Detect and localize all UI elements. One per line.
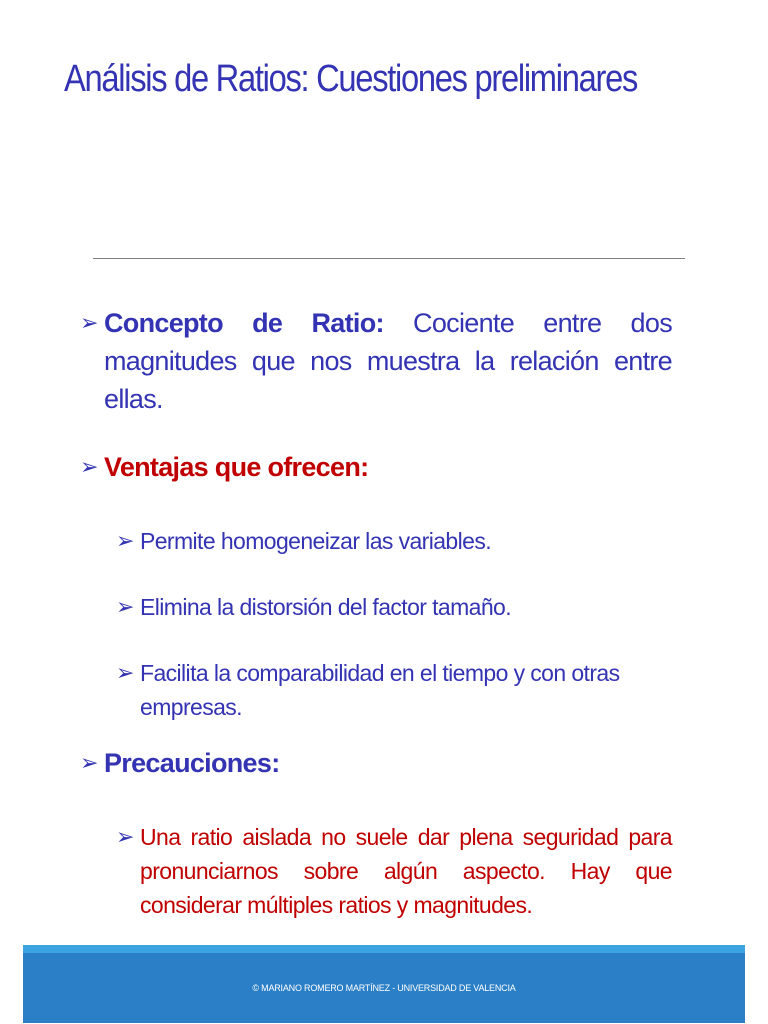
arrow-bullet-icon: ➢ xyxy=(116,594,134,619)
bullet-concepto-text xyxy=(104,304,672,418)
arrow-bullet-icon: ➢ xyxy=(80,454,98,479)
bullet-precauciones-label: Precauciones: xyxy=(104,748,280,778)
bullet-precauciones xyxy=(80,744,672,782)
footer-bar xyxy=(23,945,745,1023)
ventajas-item-text: Facilita la comparabilidad en el tiempo y con otras empresas. xyxy=(140,660,620,720)
ventajas-item-text: Permite homogeneizar las variables. xyxy=(140,528,492,554)
footer-stripe xyxy=(23,945,745,953)
arrow-bullet-icon: ➢ xyxy=(116,660,134,685)
bullet-concepto-body: Cociente entre dos magnitudes que nos muestra la relación entre ellas. xyxy=(104,308,672,414)
precauciones-item xyxy=(116,820,672,922)
arrow-bullet-icon: ➢ xyxy=(80,310,98,335)
footer-copyright: © MARIANO ROMERO MARTÍNEZ - UNIVERSIDAD DE VALENCIA xyxy=(252,983,516,993)
bullet-concepto-label: Concepto de Ratio: xyxy=(104,308,384,338)
arrow-bullet-icon: ➢ xyxy=(80,750,98,775)
ventajas-item-text: Elimina la distorsión del factor tamaño. xyxy=(140,594,512,620)
ventajas-item xyxy=(116,590,672,624)
arrow-bullet-icon: ➢ xyxy=(116,824,134,849)
precauciones-item-text: Una ratio aislada no suele dar plena seguridad para pronunciarnos sobre algún aspecto. Hay que considerar múltiples ratios y magnitudes. xyxy=(140,824,672,918)
arrow-bullet-icon: ➢ xyxy=(116,528,134,553)
bullet-ventajas xyxy=(80,448,672,486)
ventajas-item xyxy=(116,656,672,724)
slide-title: Análisis de Ratios: Cuestiones preliminares xyxy=(64,58,638,100)
title-divider xyxy=(93,258,685,259)
bullet-ventajas-label: Ventajas que ofrecen: xyxy=(104,452,369,482)
ventajas-item xyxy=(116,524,672,558)
bullet-concepto xyxy=(80,304,672,418)
